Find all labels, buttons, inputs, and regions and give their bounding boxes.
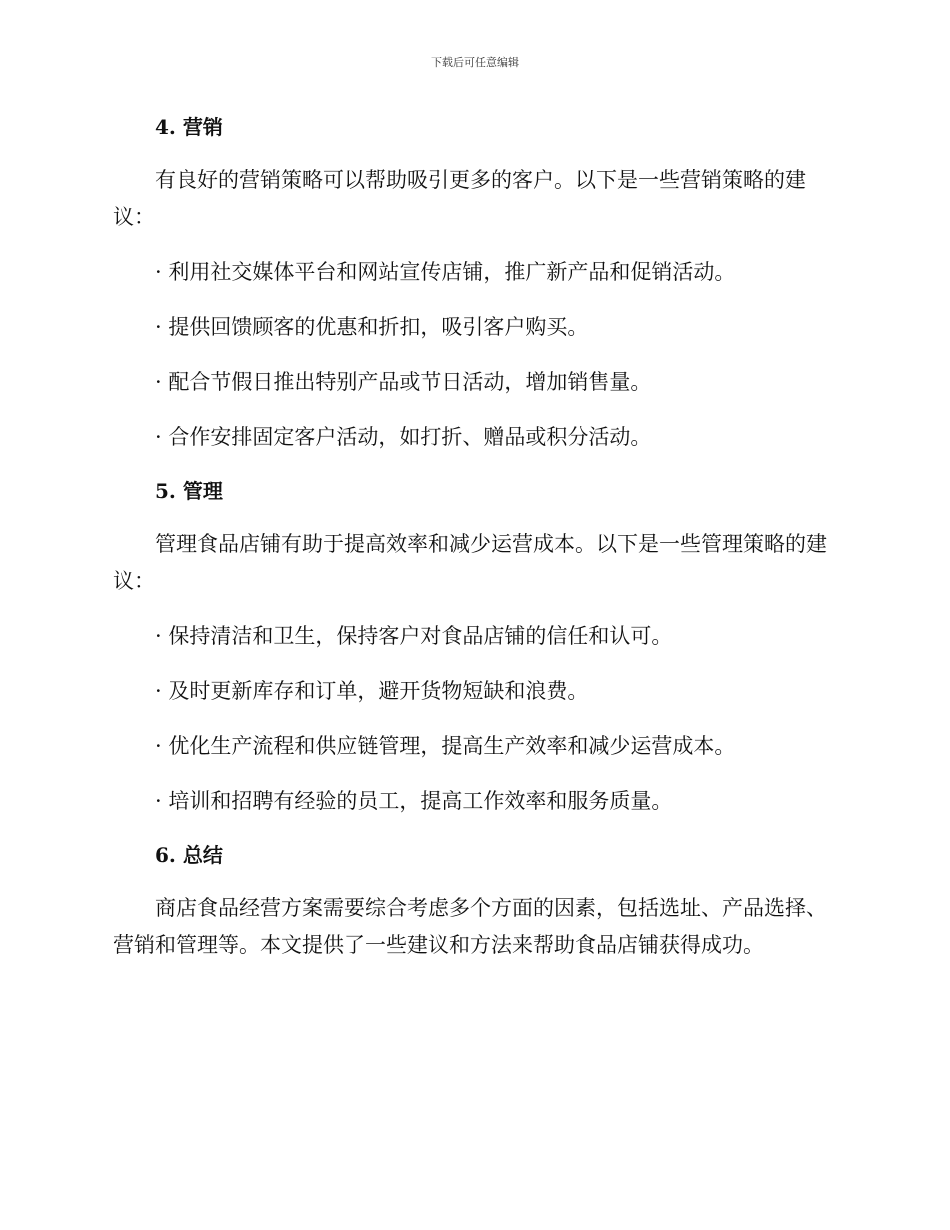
bullet-item: · 利用社交媒体平台和网站宣传店铺，推广新产品和促销活动。 xyxy=(155,260,736,284)
section-intro: 有良好的营销策略可以帮助吸引更多的客户。以下是一些营销策略的建议： xyxy=(113,168,806,229)
bullet-item: · 及时更新库存和订单，避开货物短缺和浪费。 xyxy=(155,679,589,703)
document-body xyxy=(113,110,833,982)
section-heading: 6. 总结 xyxy=(155,843,223,867)
bullet-item: · 培训和招聘有经验的员工，提高工作效率和服务质量。 xyxy=(155,789,673,813)
section-management xyxy=(113,474,833,820)
bullet-item: · 优化生产流程和供应链管理，提高生产效率和减少运营成本。 xyxy=(155,734,736,758)
bullet-item: · 合作安排固定客户活动，如打折、赠品或积分活动。 xyxy=(155,425,652,449)
page-header: 下载后可任意编辑 xyxy=(431,56,519,69)
section-summary xyxy=(113,838,833,964)
section-heading: 5. 管理 xyxy=(155,479,223,503)
section-intro: 商店食品经营方案需要综合考虑多个方面的因素，包括选址、产品选择、营销和管理等。本文提供了一些建议和方法来帮助食品店铺获得成功。 xyxy=(113,896,827,957)
section-heading: 4. 营销 xyxy=(155,115,223,139)
bullet-item: · 配合节假日推出特别产品或节日活动，增加销售量。 xyxy=(155,370,652,394)
section-marketing xyxy=(113,110,833,456)
bullet-item: · 保持清洁和卫生，保持客户对食品店铺的信任和认可。 xyxy=(155,624,673,648)
section-intro: 管理食品店铺有助于提高效率和减少运营成本。以下是一些管理策略的建议： xyxy=(113,532,827,593)
bullet-item: · 提供回馈顾客的优惠和折扣，吸引客户购买。 xyxy=(155,315,589,339)
